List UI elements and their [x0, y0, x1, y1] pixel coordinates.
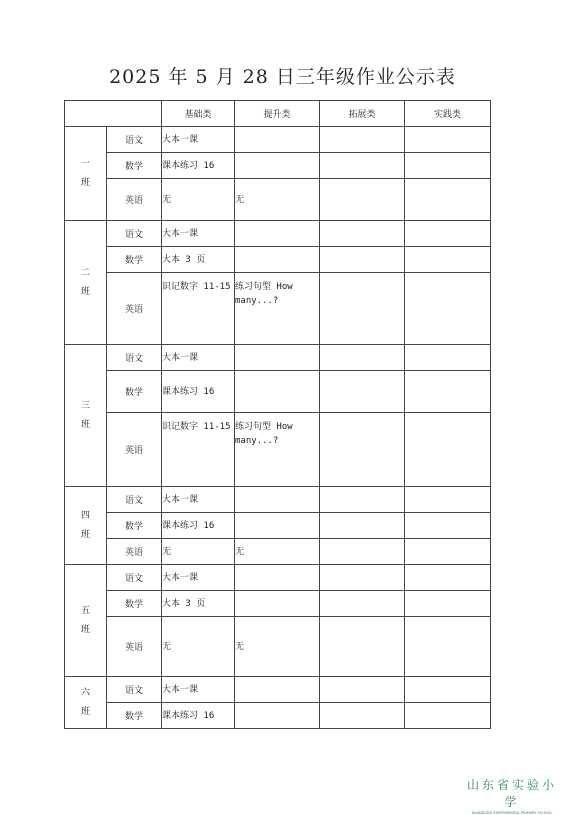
basic-cell — [162, 413, 235, 487]
basic-text: 大本一课 — [162, 572, 199, 583]
basic-cell — [162, 127, 235, 153]
table-row — [65, 371, 491, 413]
page-title: 2025 年 5 月 28 日三年级作业公示表 — [109, 66, 456, 88]
extend-cell — [320, 127, 405, 153]
table-row — [65, 273, 491, 345]
header-improve: 提升类 — [235, 101, 320, 127]
improve-cell — [235, 127, 320, 153]
basic-cell — [162, 617, 235, 677]
basic-text: 大本 3 页 — [162, 598, 206, 609]
basic-cell — [162, 591, 235, 617]
improve-cell — [235, 487, 320, 513]
practice-cell — [405, 539, 491, 565]
improve-cell — [235, 539, 320, 565]
improve-cell — [235, 273, 320, 345]
table-row — [65, 247, 491, 273]
improve-cell — [235, 413, 320, 487]
header-corner — [65, 101, 162, 127]
practice-cell — [405, 565, 491, 591]
basic-text: 大本一课 — [162, 228, 199, 239]
practice-cell — [405, 513, 491, 539]
improve-cell — [235, 371, 320, 413]
basic-text: 大本一课 — [162, 134, 199, 145]
practice-cell — [405, 179, 491, 221]
header-row — [65, 101, 491, 127]
improve-text: 无 — [235, 641, 245, 652]
basic-cell — [162, 179, 235, 221]
practice-cell — [405, 345, 491, 371]
basic-text: 无 — [162, 546, 172, 557]
school-logo — [464, 776, 560, 815]
basic-text: 无 — [162, 194, 172, 205]
improve-cell — [235, 591, 320, 617]
header-basic: 基础类 — [162, 101, 235, 127]
practice-cell — [405, 703, 491, 729]
improve-cell — [235, 565, 320, 591]
subject-chinese: 语文 — [107, 221, 162, 247]
subject-chinese: 语文 — [107, 565, 162, 591]
basic-cell — [162, 539, 235, 565]
table-row — [65, 127, 491, 153]
practice-cell — [405, 153, 491, 179]
subject-english: 英语 — [107, 617, 162, 677]
improve-cell — [235, 677, 320, 703]
basic-text: 识记数字 11-15 — [162, 282, 231, 292]
basic-text: 课本练习 16 — [162, 386, 215, 397]
table-row — [65, 487, 491, 513]
subject-math: 数学 — [107, 247, 162, 273]
table-row — [65, 153, 491, 179]
basic-text: 大本一课 — [162, 352, 199, 363]
basic-text: 识记数字 11-15 — [162, 422, 231, 432]
extend-cell — [320, 703, 405, 729]
subject-english: 英语 — [107, 413, 162, 487]
basic-cell — [162, 565, 235, 591]
improve-text: 练习句型 How many...? — [235, 282, 293, 306]
subject-english: 英语 — [107, 179, 162, 221]
basic-text: 课本练习 16 — [162, 710, 215, 721]
improve-cell — [235, 703, 320, 729]
table-row — [65, 513, 491, 539]
practice-cell — [405, 591, 491, 617]
basic-cell — [162, 677, 235, 703]
practice-cell — [405, 487, 491, 513]
practice-cell — [405, 247, 491, 273]
basic-cell — [162, 513, 235, 539]
practice-cell — [405, 127, 491, 153]
extend-cell — [320, 273, 405, 345]
subject-math: 数学 — [107, 591, 162, 617]
subject-english: 英语 — [107, 273, 162, 345]
class-label: 三 班 — [65, 345, 107, 487]
class-label: 四 班 — [65, 487, 107, 565]
basic-cell — [162, 247, 235, 273]
basic-text: 无 — [162, 641, 172, 652]
practice-cell — [405, 273, 491, 345]
basic-cell — [162, 153, 235, 179]
practice-cell — [405, 371, 491, 413]
practice-cell — [405, 413, 491, 487]
subject-math: 数学 — [107, 153, 162, 179]
basic-cell — [162, 487, 235, 513]
extend-cell — [320, 487, 405, 513]
basic-cell — [162, 345, 235, 371]
extend-cell — [320, 677, 405, 703]
table-row — [65, 677, 491, 703]
homework-table — [64, 100, 491, 729]
table-row — [65, 703, 491, 729]
logo-chinese-name: 山东省实验小学 — [466, 778, 557, 809]
improve-cell — [235, 247, 320, 273]
extend-cell — [320, 513, 405, 539]
class-label: 二 班 — [65, 221, 107, 345]
table-row — [65, 539, 491, 565]
extend-cell — [320, 413, 405, 487]
extend-cell — [320, 539, 405, 565]
basic-text: 大本 3 页 — [162, 254, 206, 265]
practice-cell — [405, 617, 491, 677]
subject-english: 英语 — [107, 539, 162, 565]
basic-cell — [162, 371, 235, 413]
improve-cell — [235, 513, 320, 539]
improve-cell — [235, 179, 320, 221]
subject-chinese: 语文 — [107, 677, 162, 703]
basic-text: 大本一课 — [162, 684, 199, 695]
subject-math: 数学 — [107, 371, 162, 413]
header-extend: 拓展类 — [320, 101, 405, 127]
class-label: 一 班 — [65, 127, 107, 221]
table-row — [65, 221, 491, 247]
improve-text: 无 — [235, 546, 245, 557]
basic-text: 课本练习 16 — [162, 160, 215, 171]
subject-chinese: 语文 — [107, 345, 162, 371]
class-label: 六 班 — [65, 677, 107, 729]
improve-text: 练习句型 How many...? — [235, 422, 293, 446]
header-practice: 实践类 — [405, 101, 491, 127]
class-label: 五 班 — [65, 565, 107, 677]
basic-text: 大本一课 — [162, 494, 199, 505]
table-row — [65, 179, 491, 221]
logo-english-name: SHANDONG EXPERIMENTAL PRIMARY SCHOOL — [471, 811, 553, 815]
subject-chinese: 语文 — [107, 127, 162, 153]
improve-cell — [235, 617, 320, 677]
table-row — [65, 345, 491, 371]
improve-text: 无 — [235, 194, 245, 205]
subject-chinese: 语文 — [107, 487, 162, 513]
table-row — [65, 413, 491, 487]
improve-cell — [235, 345, 320, 371]
extend-cell — [320, 153, 405, 179]
subject-math: 数学 — [107, 513, 162, 539]
extend-cell — [320, 617, 405, 677]
table-row — [65, 565, 491, 591]
extend-cell — [320, 591, 405, 617]
practice-cell — [405, 221, 491, 247]
table-row — [65, 617, 491, 677]
basic-cell — [162, 221, 235, 247]
extend-cell — [320, 247, 405, 273]
extend-cell — [320, 221, 405, 247]
subject-math: 数学 — [107, 703, 162, 729]
improve-cell — [235, 153, 320, 179]
basic-cell — [162, 703, 235, 729]
basic-cell — [162, 273, 235, 345]
extend-cell — [320, 565, 405, 591]
table-row — [65, 591, 491, 617]
basic-text: 课本练习 16 — [162, 520, 215, 531]
extend-cell — [320, 345, 405, 371]
extend-cell — [320, 371, 405, 413]
improve-cell — [235, 221, 320, 247]
practice-cell — [405, 677, 491, 703]
extend-cell — [320, 179, 405, 221]
